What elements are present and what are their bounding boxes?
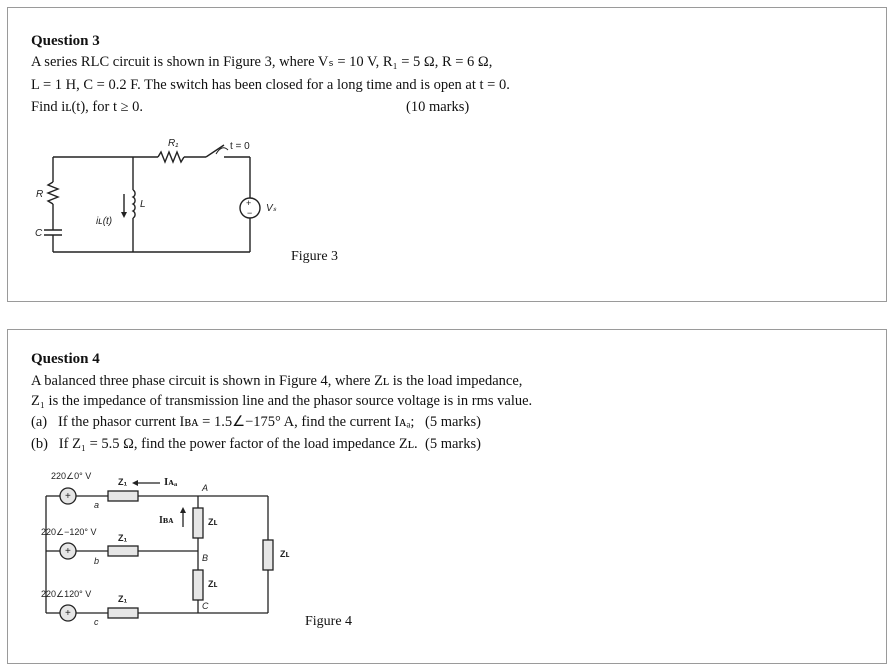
source-c-plus: + xyxy=(65,608,71,619)
question-3-line-1: A series RLC circuit is shown in Figure 3, where Vₛ = 10 V, R₁ = 5 Ω, R = 6 Ω, xyxy=(31,54,493,70)
label-node-a: a xyxy=(94,500,100,510)
z1-line-b xyxy=(108,546,138,556)
label-node-upper-a: A xyxy=(202,483,209,493)
label-i-aa: Iᴀₐ xyxy=(164,476,178,488)
source-a-plus: + xyxy=(65,491,71,502)
label-node-upper-c: C xyxy=(202,601,209,611)
label-il: iʟ(t) xyxy=(96,216,113,227)
label-zl-ab: Zʟ xyxy=(208,517,218,527)
label-vs: Vₛ xyxy=(266,203,277,214)
zl-ca xyxy=(263,540,273,570)
figure-3-caption: Figure 3 xyxy=(291,249,339,264)
source-plus: + xyxy=(246,198,252,208)
question-4-line-1: A balanced three phase circuit is shown in Figure 4, where Zʟ is the load impedance, xyxy=(31,373,523,389)
question-3-marks: (10 marks) xyxy=(406,99,470,115)
label-src-c: 220∠120° V xyxy=(41,589,92,599)
z1-line-c xyxy=(108,608,138,618)
figure-4-caption: Figure 4 xyxy=(305,614,353,629)
inductor-l xyxy=(133,190,135,218)
label-l: L xyxy=(140,199,146,210)
question-4-line-2: Z₁ is the impedance of transmission line and the phasor source voltage is in rms value. xyxy=(31,393,533,409)
question-4-part-a-marks: (5 marks) xyxy=(425,414,481,430)
zl-bc xyxy=(193,570,203,600)
label-r: R xyxy=(36,189,44,200)
current-arrow xyxy=(121,212,127,218)
label-z1-a: Z₁ xyxy=(118,477,128,487)
label-src-b: 220∠−120° V xyxy=(41,527,97,537)
label-node-b: b xyxy=(94,556,100,566)
zl-ab xyxy=(193,508,203,538)
question-3-title: Question 3 xyxy=(31,33,100,49)
source-minus: − xyxy=(247,208,253,218)
label-zl-ca: Zʟ xyxy=(280,549,290,559)
question-3-panel xyxy=(7,7,887,302)
z1-line-a xyxy=(108,491,138,501)
label-node-c: c xyxy=(94,617,99,627)
arrow-i-ba xyxy=(180,507,186,513)
question-4-panel xyxy=(7,329,887,664)
question-4-title: Question 4 xyxy=(31,351,100,367)
label-zl-bc: Zʟ xyxy=(208,579,218,589)
question-4-part-b: (b) If Z₁ = 5.5 Ω, find the power factor of the load impedance Zʟ. xyxy=(31,436,418,452)
source-b-plus: + xyxy=(65,546,71,557)
label-node-upper-b: B xyxy=(202,553,209,563)
arrow-i-aa xyxy=(132,480,138,486)
question-3-line-3: Find iʟ(t), for t ≥ 0. xyxy=(31,99,144,115)
question-3-line-2: L = 1 H, C = 0.2 F. The switch has been closed for a long time and is open at t = 0. xyxy=(31,77,510,93)
label-i-ba: Iʙᴀ xyxy=(159,515,174,526)
figure-4-circuit xyxy=(28,465,328,635)
label-z1-b: Z₁ xyxy=(118,533,128,543)
figure-3-circuit xyxy=(28,134,288,264)
label-c: C xyxy=(35,228,43,239)
resistor-r xyxy=(48,182,58,204)
question-4-part-a: (a) If the phasor current Iʙᴀ = 1.5∠−175° A, find the current Iᴀₐ; xyxy=(31,414,415,430)
switch xyxy=(206,145,224,157)
label-z1-c: Z₁ xyxy=(118,594,128,604)
question-4-part-b-marks: (5 marks) xyxy=(425,436,481,452)
label-src-a: 220∠0° V xyxy=(51,471,92,481)
resistor-r1 xyxy=(158,152,184,162)
label-r1: R₁ xyxy=(168,138,179,149)
label-t0: t = 0 xyxy=(230,141,250,152)
